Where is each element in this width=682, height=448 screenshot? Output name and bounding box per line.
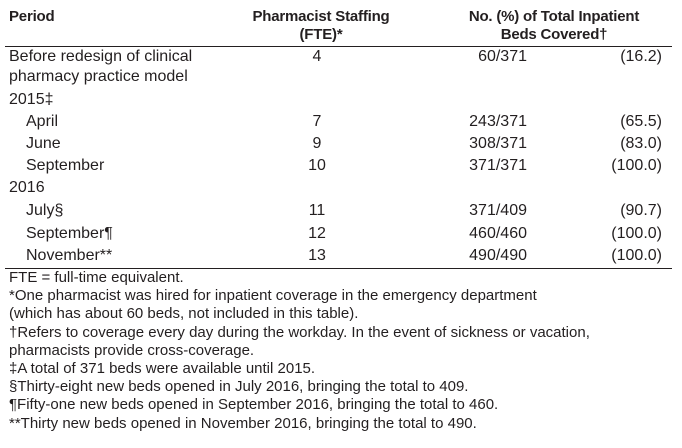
- footnote: (which has about 60 beds, not included in this table).: [9, 305, 359, 323]
- row-pct: (16.2): [620, 48, 662, 65]
- row-pct: (83.0): [620, 135, 662, 152]
- row-beds: 243/371: [469, 113, 527, 130]
- header-staffing-line1: Pharmacist Staffing: [252, 8, 390, 25]
- row-pct: (90.7): [620, 202, 662, 219]
- row-period: pharmacy practice model: [9, 68, 188, 85]
- row-fte: 9: [312, 135, 322, 152]
- footnote: **Thirty new beds opened in November 2016, bringing the total to 490.: [9, 414, 477, 432]
- row-fte: 12: [308, 225, 326, 242]
- footnote: †Refers to coverage every day during the workday. In the event of sickness or vacation,: [9, 323, 590, 341]
- row-fte: 4: [312, 48, 322, 65]
- row-pct: (65.5): [620, 113, 662, 130]
- footnote: FTE = full-time equivalent.: [9, 269, 184, 286]
- row-period: 2015‡: [9, 91, 54, 108]
- row-period: July§: [26, 202, 64, 219]
- row-pct: (100.0): [611, 157, 662, 174]
- row-period: Before redesign of clinical: [9, 48, 193, 65]
- footnote: §Thirty-eight new beds opened in July 2016, bringing the total to 409.: [9, 378, 469, 396]
- row-period: September: [26, 157, 105, 174]
- header-staffing-line2: (FTE)*: [299, 26, 343, 43]
- row-period: April: [26, 113, 59, 130]
- row-period: November**: [26, 247, 113, 264]
- row-beds: 490/490: [469, 247, 527, 264]
- row-fte: 10: [308, 157, 326, 174]
- footnote: ¶Fifty-one new beds opened in September 2016, bringing the total to 460.: [9, 396, 499, 414]
- row-beds: 60/371: [478, 48, 527, 65]
- header-pharmacist-staffing: [248, 8, 394, 44]
- footnote: ‡A total of 371 beds were available until 2015.: [9, 360, 316, 378]
- header-beds-covered: [420, 8, 682, 44]
- row-period: 2016: [9, 179, 45, 196]
- row-beds: 460/460: [469, 225, 527, 242]
- row-pct: (100.0): [611, 225, 662, 242]
- row-fte: 13: [308, 247, 326, 264]
- row-beds: 371/409: [469, 202, 527, 219]
- header-beds-line2: Beds Covered†: [500, 26, 608, 43]
- row-pct: (100.0): [611, 247, 662, 264]
- row-beds: 371/371: [469, 157, 527, 174]
- header-beds-line1: No. (%) of Total Inpatient: [468, 8, 640, 25]
- row-fte: 7: [312, 113, 322, 130]
- row-beds: 308/371: [469, 135, 527, 152]
- row-period: June: [26, 135, 61, 152]
- header-period: Period: [9, 8, 55, 25]
- footnote: *One pharmacist was hired for inpatient coverage in the emergency department: [9, 287, 537, 305]
- footnote: pharmacists provide cross-coverage.: [9, 341, 255, 359]
- row-period: September¶: [26, 225, 113, 242]
- table-footnotes: [9, 269, 677, 433]
- row-fte: 11: [308, 202, 326, 219]
